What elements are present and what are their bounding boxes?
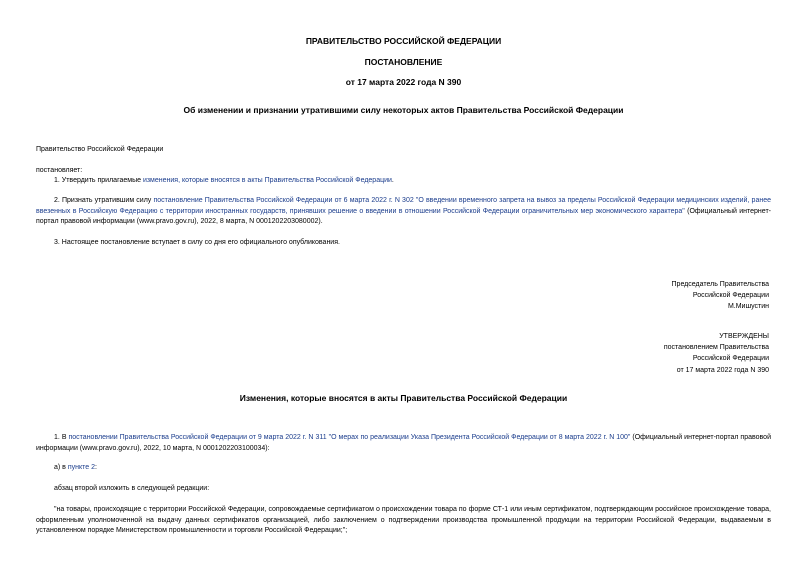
quoted-text: "на товары, происходящие с территории Российской Федерации, сопровождаемые сертификатом о происхождении товара по форме СТ-1 или иным сертификатом, подтверждающим российское происхождение товара, оформленным уполномоченной на выдачу данных сертификатов организацией, либо заключением о подтверждении производства промышленной продукции на территории Российской Федерации, выдаваемым в установленном порядке Министерством промышленности и торговли Российской Федерации;"; — [36, 506, 771, 534]
doc-type-heading: ПОСТАНОВЛЕНИЕ — [364, 57, 443, 67]
approval-line-1: УТВЕРЖДЕНЫ — [719, 333, 769, 340]
approval-line-2: постановлением Правительства — [663, 344, 769, 352]
approval-block — [664, 331, 769, 376]
resolves-text: постановляет: — [36, 167, 83, 174]
signature-line-3: М.Мишустин — [727, 303, 769, 311]
change-item-1 — [36, 433, 771, 454]
approval-line-3: Российской Федерации — [692, 355, 769, 363]
paragraph-2-suffix: (Официальный интернет-портал правовой информации (www.pravo.gov.ru), 2022, 8 марта, N 0001202203080002). — [36, 207, 771, 225]
paragraph-1-prefix: 1. Утвердить прилагаемые — [54, 177, 143, 184]
paragraph-3: 3. Настоящее постановление вступает в силу со дня его официального опубликования. — [54, 239, 340, 246]
changes-link[interactable]: изменения, которые вносятся в акты Правительства Российской Федерации — [142, 177, 392, 184]
paragraph-1 — [36, 176, 771, 187]
changes-title: Изменения, которые вносятся в акты Правительства Российской Федерации — [239, 393, 568, 403]
decree-302-link[interactable]: постановление Правительства Российской Федерации от 6 марта 2022 г. N 302 "О введении временного запрета на вывоз за пределы Российской Федерации медицинских изделий, ранее ввезенных в Российскую Федерацию с территории иностранных государств, принявших решение о введении в отношении Российской Федерации ограничительных мер экономического характера" — [36, 197, 771, 215]
paragraph-2-prefix: 2. Признать утратившим силу — [54, 197, 154, 204]
paragraph-1-suffix: . — [391, 177, 394, 184]
change-item-1-prefix: 1. В — [54, 434, 69, 441]
intro-text: Правительство Российской Федерации — [36, 146, 164, 153]
doc-date-number: от 17 марта 2022 года N 390 — [345, 77, 462, 87]
point-2-link[interactable]: пункте 2 — [67, 464, 95, 471]
subitem-a-prefix: а) в — [54, 464, 68, 471]
change-item-1-suffix: (Официальный интернет-портал правовой информации (www.pravo.gov.ru), 2022, 10 марта, N 0001202203100034): — [36, 434, 771, 452]
abzac-instruction: абзац второй изложить в следующей редакции: — [54, 485, 210, 492]
signature-block — [672, 279, 769, 313]
doc-title: Об изменении и признании утратившими силу некоторых актов Правительства Российской Федерации — [183, 105, 624, 115]
doc-org-heading: ПРАВИТЕЛЬСТВО РОССИЙСКОЙ ФЕДЕРАЦИИ — [305, 36, 502, 46]
paragraph-2 — [36, 196, 771, 228]
subitem-a — [36, 463, 771, 474]
signature-line-2: Российской Федерации — [692, 292, 769, 300]
approval-line-4: от 17 марта 2022 года N 390 — [676, 366, 769, 374]
signature-line-1: Председатель Правительства — [671, 281, 769, 288]
decree-311-link[interactable]: постановлении Правительства Российской Федерации от 9 марта 2022 г. N 311 "О мерах по реализации Указа Президента Российской Федерации от 8 марта 2022 г. N 100" — [68, 434, 631, 441]
subitem-a-suffix: : — [95, 464, 97, 471]
